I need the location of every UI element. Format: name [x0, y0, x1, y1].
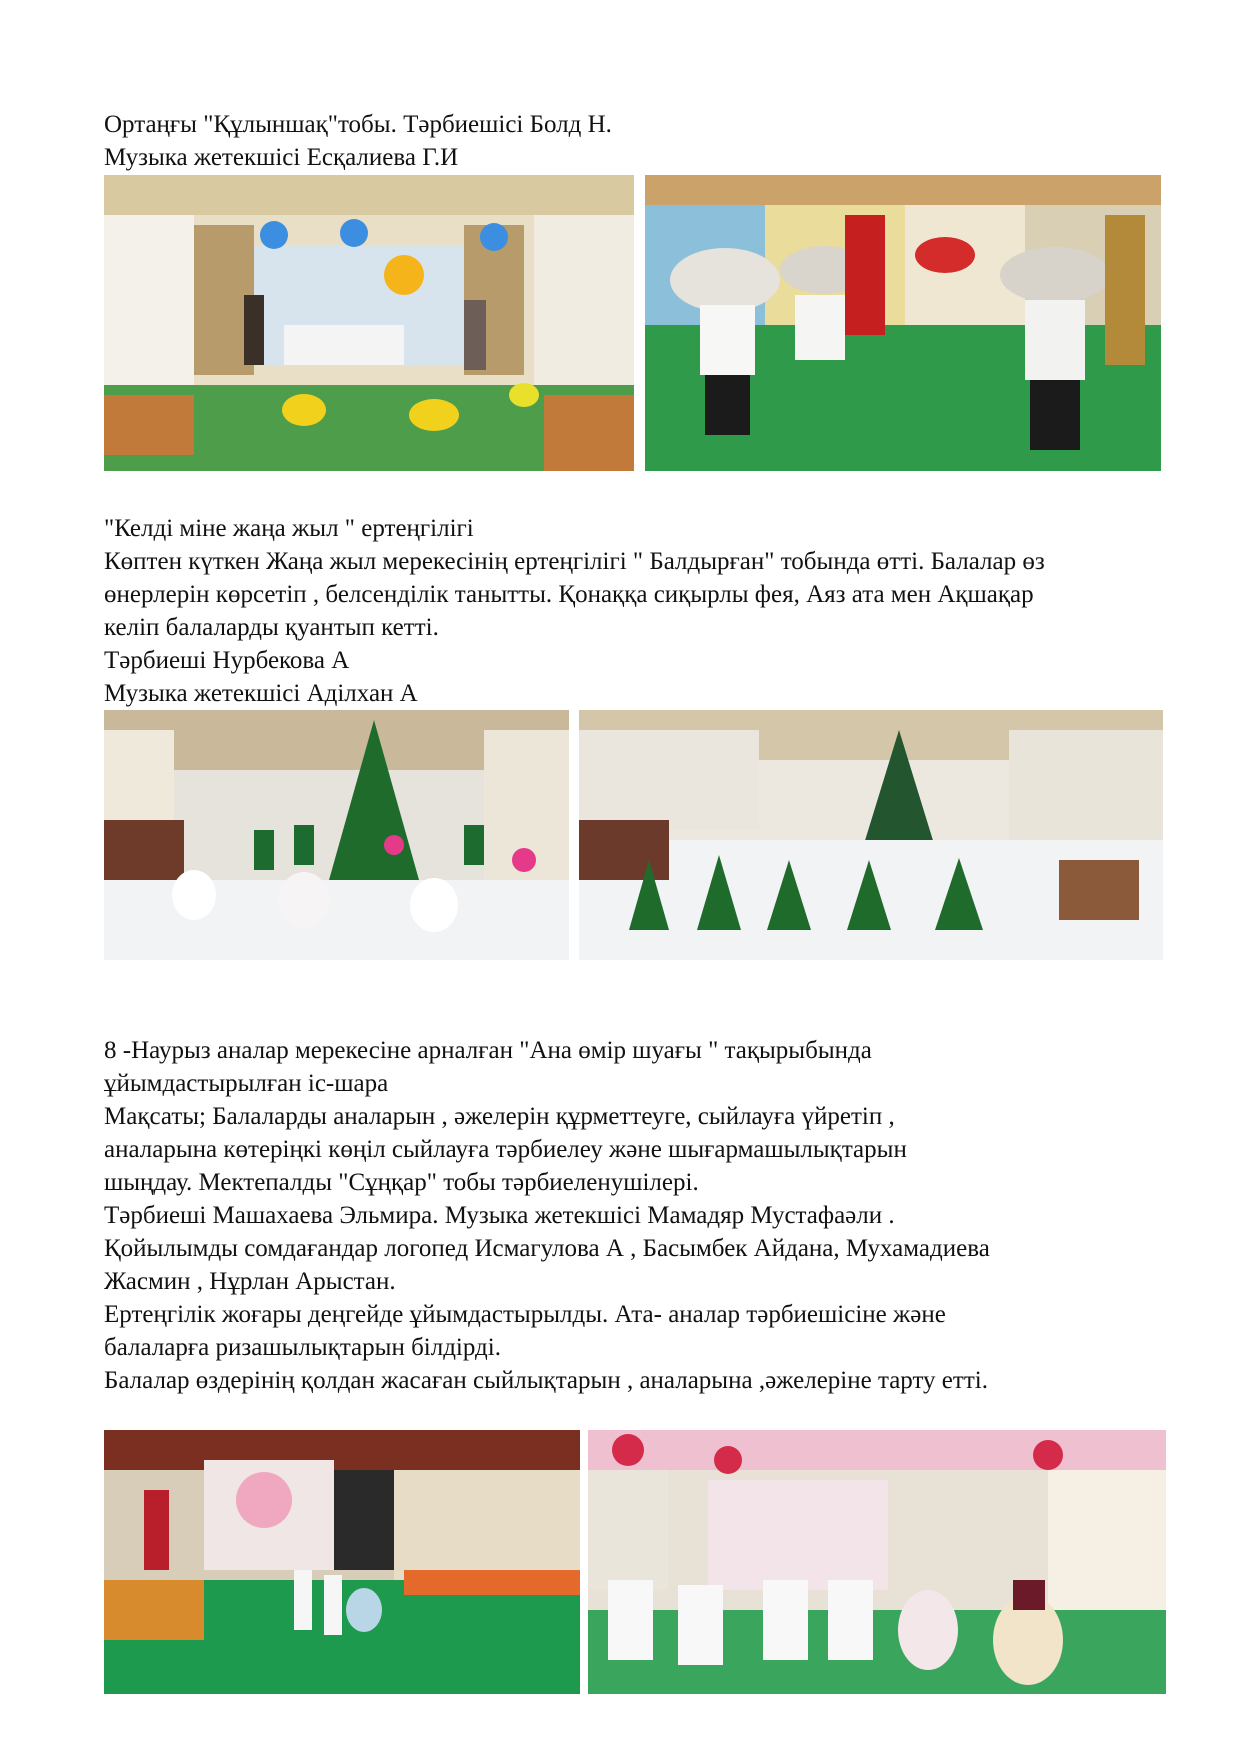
- photo-mushroom-dance: [645, 175, 1161, 471]
- section3-line-2: ұйымдастырылған іс-шара: [104, 1070, 389, 1097]
- section3-line-7: Қойылымды сомдағандар логопед Исмагулова А , Басымбек Айдана, Мухамадиева: [104, 1235, 990, 1262]
- section1-line-1: Ортаңғы "Құлыншақ"тобы. Тәрбиешісі Болд Н.: [104, 111, 612, 138]
- section1-text: [104, 108, 612, 174]
- section1-line-2: Музыка жетекшісі Есқалиева Г.И: [104, 144, 459, 171]
- section3-line-1: 8 -Наурыз аналар мерекесіне арналған "Ана өмір шуағы " тақырыбында: [104, 1037, 872, 1064]
- section3-line-10: балаларға ризашылықтарын білдірді.: [104, 1334, 501, 1361]
- section2-text: [104, 512, 1045, 710]
- section3-line-9: Ертеңгілік жоғары деңгейде ұйымдастырылды. Ата- аналар тәрбиешісіне және: [104, 1301, 946, 1328]
- photo-autumn-stage: [104, 175, 634, 471]
- section3-line-8: Жасмин , Нұрлан Арыстан.: [104, 1268, 396, 1295]
- section3-line-4: аналарына көтеріңкі көңіл сыйлауға тәрбиелеу және шығармашылықтарын: [104, 1136, 907, 1163]
- photo-tree-costumes: [579, 710, 1163, 960]
- section2-line-2: Көптен күткен Жаңа жыл мерекесінің ертеңгілігі " Балдырған" тобында өтті. Балалар өз: [104, 548, 1045, 575]
- section3-text: [104, 1034, 990, 1397]
- section3-line-5: шыңдау. Мектепалды "Сұңқар" тобы тәрбиеленушілері.: [104, 1169, 699, 1196]
- section2-line-4: келіп балаларды қуантып кетті.: [104, 614, 439, 641]
- section3-line-11: Балалар өздерінің қолдан жасаған сыйлықтарын , аналарына ,әжелеріне тарту етті.: [104, 1367, 988, 1394]
- section2-line-3: өнерлерін көрсетіп , белсенділік танытты. Қонаққа сиқырлы фея, Аяз ата мен Ақшақар: [104, 581, 1034, 608]
- photo-march8-stage: [104, 1430, 580, 1694]
- photo-march8-dance: [588, 1430, 1166, 1694]
- photo-newyear-dancers: [104, 710, 569, 960]
- section2-line-5: Тәрбиеші Нурбекова А: [104, 647, 350, 674]
- section3-line-3: Мақсаты; Балаларды аналарын , әжелерін құрметтеуге, сыйлауға үйретіп ,: [104, 1103, 895, 1130]
- section2-line-1: "Келді міне жаңа жыл " ертеңгілігі: [104, 515, 474, 542]
- section2-line-6: Музыка жетекшісі Аділхан А: [104, 680, 418, 707]
- section3-line-6: Тәрбиеші Машахаева Эльмира. Музыка жетекшісі Мамадяр Мустафаәли .: [104, 1202, 895, 1229]
